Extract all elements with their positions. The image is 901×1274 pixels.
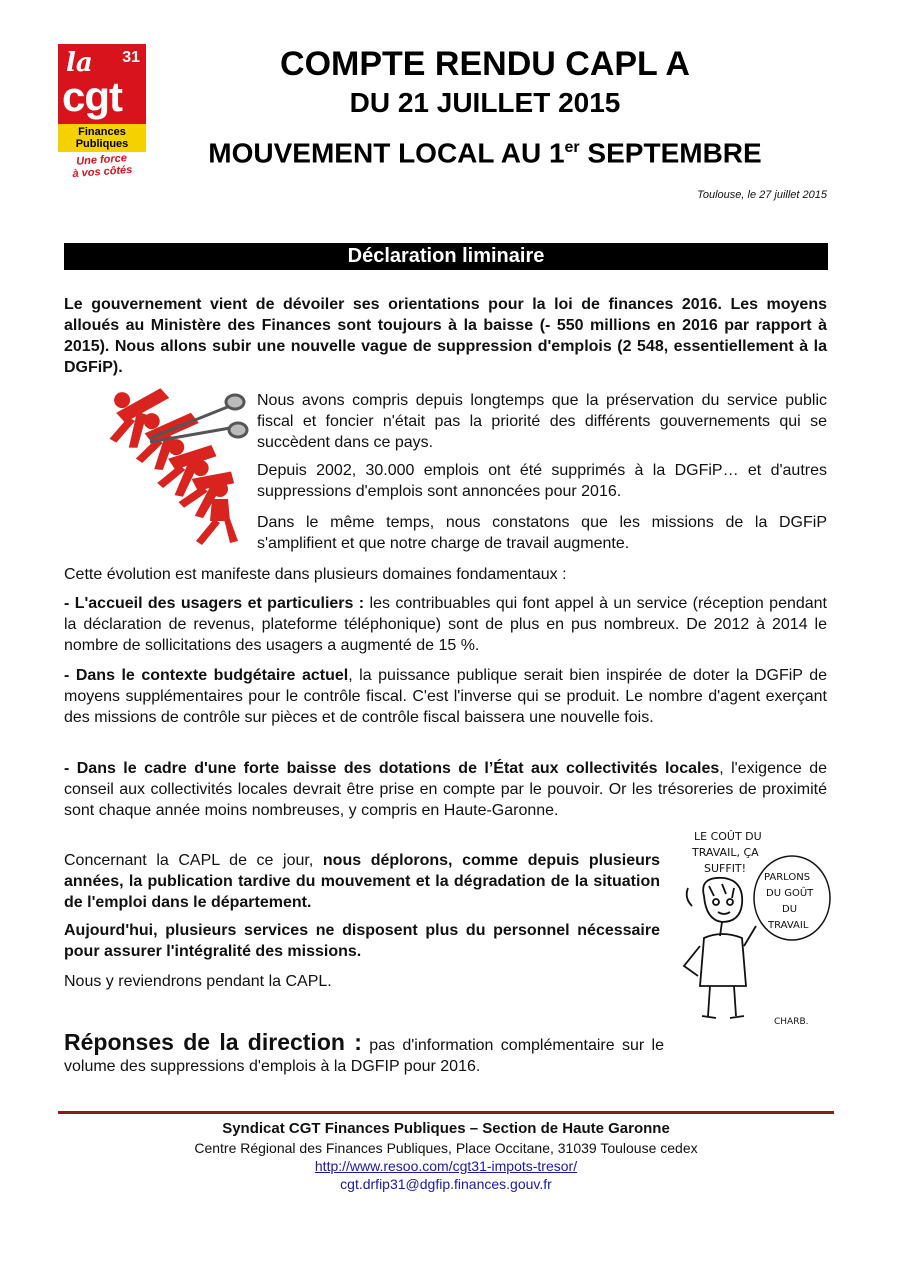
paragraph-accueil-text: les contribuables qui font appel à un service (réception pendant la déclaration de revenus, plateforme téléphonique) sont de plus en pus nombreux. De 2012 à 2014 le nombre de sollicitations des usagers a augmenté de 15 %. <box>64 595 828 654</box>
footer-website-link[interactable]: http://www.resoo.com/cgt31-impots-tresor/ <box>314 1158 578 1174</box>
title-line-2: DU 21 JUILLET 2015 <box>349 87 621 118</box>
direction-response-heading: Réponses de la direction : <box>64 1029 362 1055</box>
paragraph-budget <box>64 665 827 728</box>
paragraph-1: Nous avons compris depuis longtemps que la préservation du service public fiscal et foncier n'était pas la priorité des différents gouvernements qui se succèdent dans ce pays. <box>257 392 827 451</box>
logo-slogan-line2: à vos côtés <box>72 163 133 181</box>
paragraph-accueil-heading: - L'accueil des usagers et particuliers : <box>64 595 365 612</box>
paragraph-reviendrons: Nous y reviendrons pendant la CAPL. <box>64 973 332 990</box>
footer-rule <box>58 1111 834 1114</box>
bubble1-line2: TRAVAIL, ÇA <box>692 846 759 859</box>
paragraph-3: Dans le même temps, nous constatons que les missions de la DGFiP s'amplifient et que notre charge de travail augmente. <box>257 514 827 552</box>
bubble2-line1: PARLONS <box>764 872 811 883</box>
bubble2-line2: DU GOÛT <box>766 888 814 899</box>
paragraph-dotations-text: , l'exigence de conseil aux collectivités locales devrait être prise en compte par le pouvoir. Or les trésoreries de proximité sont chaque année moins nombreuses, y compris en Haute-Garonne. <box>64 760 828 819</box>
paragraph-capl-bold: nous déplorons, comme depuis plusieurs années, la publication tardive du mouvement et la dégradation de la situation de l'emploi dans le département. <box>64 852 661 911</box>
bubble2-line4: TRAVAIL <box>768 920 809 931</box>
cartoon-figure <box>684 878 756 1018</box>
paragraph-accueil <box>64 593 827 656</box>
paragraph-2: Depuis 2002, 30.000 emplois ont été supprimés à la DGFiP… et d'autres suppressions d'emplois sont annoncées pour 2016. <box>257 462 827 500</box>
logo-cgt: cgt <box>62 73 122 120</box>
logo-la: la <box>66 48 93 78</box>
direction-response-text: pas d'information complémentaire sur le volume des suppressions d'emplois à la DGFIP pour 2016. <box>64 1037 664 1075</box>
job-cuts-illustration <box>80 386 250 546</box>
title-line-3 <box>130 130 840 171</box>
title-line-3-sup: er <box>564 139 580 156</box>
title-line-3-post: SEPTEMBRE <box>579 137 762 169</box>
paragraph-dotations-heading: - Dans le cadre d'une forte baisse des dotations de l’État aux collectivités locales <box>64 760 720 777</box>
charb-cartoon <box>664 826 834 1031</box>
paragraph-budget-heading: - Dans le contexte budgétaire actuel <box>64 667 349 684</box>
logo-publiques: Publiques <box>75 138 129 150</box>
document-date: Toulouse, le 27 juillet 2015 <box>697 189 827 201</box>
logo-finances: Finances <box>78 126 126 138</box>
bubble1-line3: SUFFIT! <box>704 862 747 875</box>
footer-email[interactable]: cgt.drfip31@dgfip.finances.gouv.fr <box>340 1176 552 1192</box>
intro-paragraph: Le gouvernement vient de dévoiler ses orientations pour la loi de finances 2016. Les moyens alloués au Ministère des Finances sont toujours à la baisse (- 550 millions en 2016 par rapport à 2015). Nous allons subir une nouvelle vague de suppression d'emplois (2 548, essentiellement à la DGFiP). <box>64 296 827 376</box>
cartoon-signature: CHARB. <box>774 1017 809 1027</box>
paragraph-capl <box>64 850 660 913</box>
paragraph-services: Aujourd'hui, plusieurs services ne disposent plus du personnel nécessaire pour assurer l'intégralité des missions. <box>64 922 660 960</box>
paragraph-dotations <box>64 758 827 821</box>
bubble2-line3: DU <box>782 904 798 915</box>
logo-slogan-line1: Une force <box>75 152 128 168</box>
section-banner: Déclaration liminaire <box>64 243 828 270</box>
title-line-1: COMPTE RENDU CAPL A <box>280 45 690 83</box>
paragraph-budget-text: , la puissance publique serait bien inspirée de doter la DGFiP de moyens supplémentaires pour le contrôle fiscal. C'est l'inverse qui se produit. Le nombre d'agent exerçant des missions de contrôle sur pièces et de contrôle fiscal baissera une nouvelle fois. <box>64 667 827 726</box>
title-line-3-pre: MOUVEMENT LOCAL AU 1 <box>208 137 565 169</box>
footer-address: Centre Régional des Finances Publiques, Place Occitane, 31039 Toulouse cedex <box>194 1140 698 1156</box>
paragraph-4: Cette évolution est manifeste dans plusieurs domaines fondamentaux : <box>64 566 567 583</box>
logo-number: 31 <box>122 49 140 66</box>
paragraph-capl-intro: Concernant la CAPL de ce jour, <box>64 852 323 869</box>
direction-response <box>64 1029 664 1077</box>
footer-organisation: Syndicat CGT Finances Publiques – Section de Haute Garonne <box>222 1120 670 1137</box>
bubble1-line1: LE COÛT DU <box>694 830 762 843</box>
